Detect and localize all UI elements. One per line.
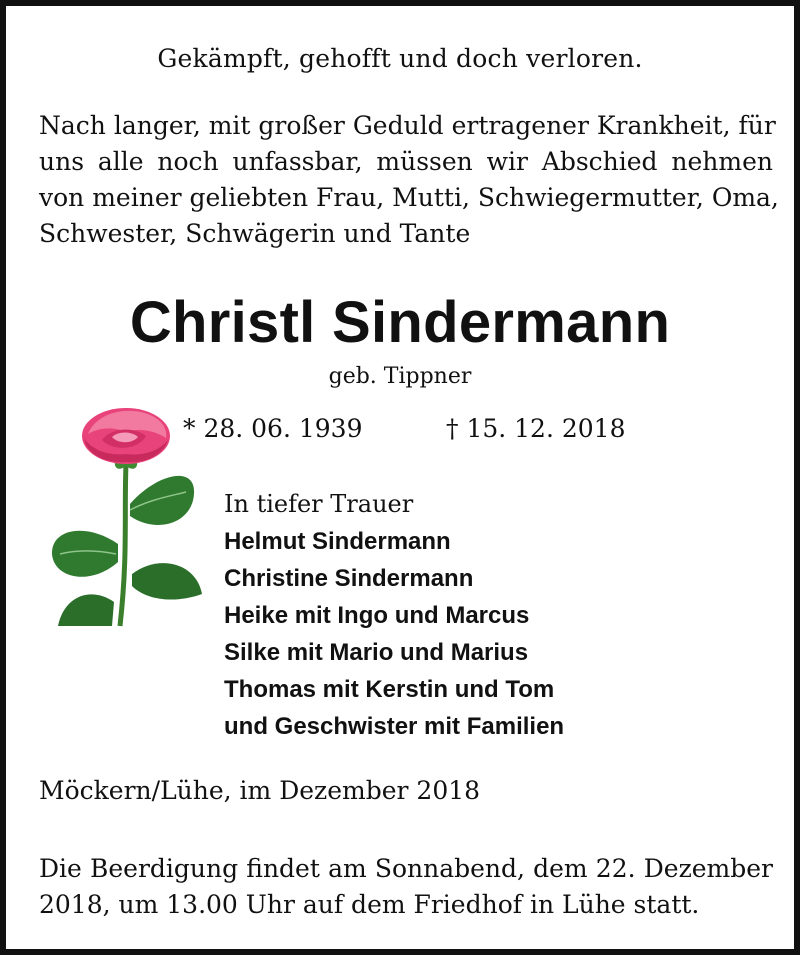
mourner-name: Silke mit Mario und Marius [224, 639, 529, 666]
rose-icon [46, 404, 206, 629]
funeral-line: Die Beerdigung findet am Sonnabend, dem 22. Dezember [39, 854, 773, 883]
mourner-name: Helmut Sindermann [224, 528, 451, 555]
mourner-name: und Geschwister mit Familien [224, 713, 565, 740]
deceased-name: Christl Sindermann [129, 290, 671, 355]
mourner-name: Thomas mit Kerstin und Tom [224, 676, 555, 703]
mourner-name: Christine Sindermann [224, 565, 474, 592]
mourner-name: Heike mit Ingo und Marcus [224, 602, 530, 629]
death-date: † 15. 12. 2018 [446, 414, 626, 443]
motto: Gekämpft, gehofft und doch verloren. [157, 44, 643, 73]
intro-line: uns alle noch unfassbar, müssen wir Abschied nehmen [39, 147, 773, 176]
intro-line: von meiner geliebten Frau, Mutti, Schwiegermutter, Oma, [39, 183, 779, 212]
mourners-list [224, 486, 564, 745]
maiden-name: geb. Tippner [328, 364, 472, 389]
mourning-phrase: In tiefer Trauer [224, 490, 414, 518]
place-date: Möckern/Lühe, im Dezember 2018 [39, 776, 481, 805]
funeral-info [39, 851, 773, 923]
birth-date: * 28. 06. 1939 [183, 414, 363, 443]
intro-line: Schwester, Schwägerin und Tante [39, 219, 471, 248]
funeral-line: 2018, um 13.00 Uhr auf dem Friedhof in Lühe statt. [39, 890, 700, 919]
intro-text [39, 108, 779, 252]
intro-line: Nach langer, mit großer Geduld ertragener Krankheit, für [39, 111, 776, 140]
